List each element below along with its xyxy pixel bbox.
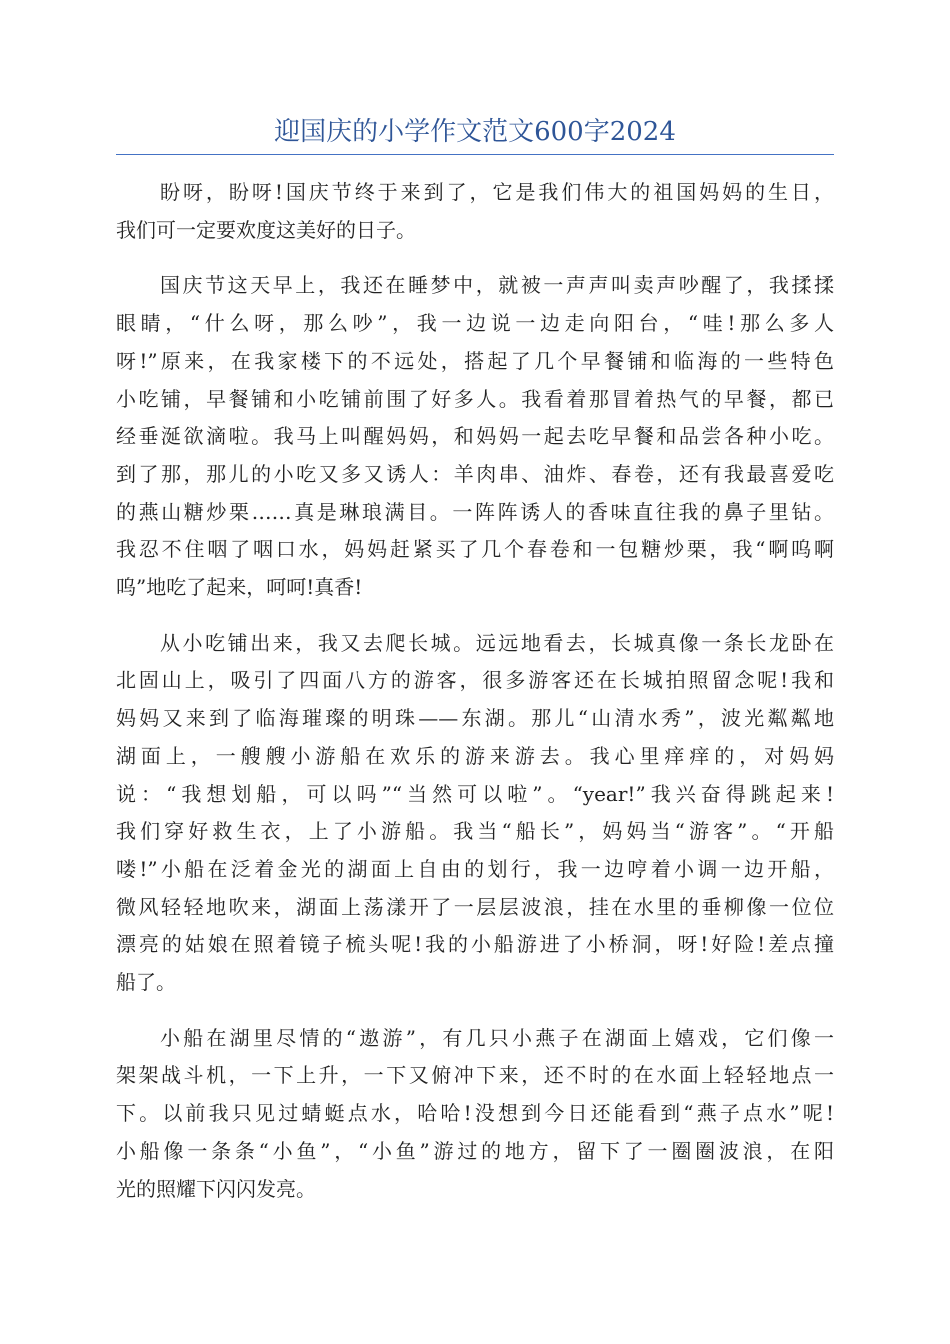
paragraph-3 xyxy=(116,625,834,1002)
text-line: 北固山上，吸引了四面八方的游客，很多游客还在长城拍照留念呢!我和 xyxy=(116,668,834,693)
text-line: 光的照耀下闪闪发亮。 xyxy=(116,1176,316,1201)
text-line: 盼呀，盼呀!国庆节终于来到了，它是我们伟大的祖国妈妈的生日， xyxy=(160,180,834,204)
text-line: 到了那，那儿的小吃又多又诱人：羊肉串、油炸、春卷，还有我最喜爱吃 xyxy=(116,461,834,486)
paragraph-4 xyxy=(116,1020,834,1209)
text-line: 小船在湖里尽情的“遨游”，有几只小燕子在湖面上嬉戏，它们像一 xyxy=(160,1025,834,1050)
text-line: 妈妈又来到了临海璀璨的明珠——东湖。那儿“山清水秀”，波光粼粼地 xyxy=(116,706,834,731)
text-line: 国庆节这天早上，我还在睡梦中，就被一声声叫卖声吵醒了，我揉揉 xyxy=(160,273,834,298)
text-line: 呀!”原来，在我家楼下的不远处，搭起了几个早餐铺和临海的一些特色 xyxy=(116,348,834,373)
text-line: 经垂涎欲滴啦。我马上叫醒妈妈，和妈妈一起去吃早餐和品尝各种小吃。 xyxy=(116,424,834,449)
text-line: 下。以前我只见过蜻蜓点水，哈哈!没想到今日还能看到“燕子点水”呢! xyxy=(116,1101,834,1126)
title-underline xyxy=(116,154,834,155)
text-line: 的燕山糖炒栗……真是琳琅满目。一阵阵诱人的香味直往我的鼻子里钻。 xyxy=(116,499,834,524)
article-body xyxy=(116,174,834,1226)
document-title: 迎国庆的小学作文范文600字2024 xyxy=(274,117,676,147)
text-line: 眼睛，“什么呀，那么吵”，我一边说一边走向阳台，“哇!那么多人 xyxy=(116,311,834,336)
text-line: 船了。 xyxy=(116,970,176,995)
text-line: 小船像一条条“小鱼”，“小鱼”游过的地方，留下了一圈圈波浪，在阳 xyxy=(116,1138,834,1163)
text-line: 从小吃铺出来，我又去爬长城。远远地看去，长城真像一条长龙卧在 xyxy=(160,630,834,655)
text-line: 我忍不住咽了咽口水，妈妈赶紧买了几个春卷和一包糖炒栗，我“啊呜啊 xyxy=(116,537,834,562)
text-line: 呜”地吃了起来，呵呵!真香! xyxy=(116,575,363,600)
text-line: 架架战斗机，一下上升，一下又俯冲下来，还不时的在水面上轻轻地点一 xyxy=(116,1063,834,1088)
text-line: 漂亮的姑娘在照着镜子梳头呢!我的小船游进了小桥洞，呀!好险!差点撞 xyxy=(116,932,834,957)
text-line: 湖面上，一艘艘小游船在欢乐的游来游去。我心里痒痒的，对妈妈 xyxy=(116,743,834,768)
text-line: 说：“我想划船，可以吗”“当然可以啦”。“year!”我兴奋得跳起来! xyxy=(116,781,834,806)
text-line: 我们穿好救生衣，上了小游船。我当“船长”，妈妈当“游客”。“开船 xyxy=(116,819,834,844)
text-line: 喽!”小船在泛着金光的湖面上自由的划行，我一边哼着小调一边开船， xyxy=(116,856,834,881)
text-line: 我们可一定要欢度这美好的日子。 xyxy=(116,217,416,242)
text-line: 微风轻轻地吹来，湖面上荡漾开了一层层波浪，挂在水里的垂柳像一位位 xyxy=(116,894,834,919)
paragraph-1 xyxy=(116,174,834,249)
paragraph-2 xyxy=(116,267,834,606)
text-line: 小吃铺，早餐铺和小吃铺前围了好多人。我看着那冒着热气的早餐，都已 xyxy=(116,386,834,411)
